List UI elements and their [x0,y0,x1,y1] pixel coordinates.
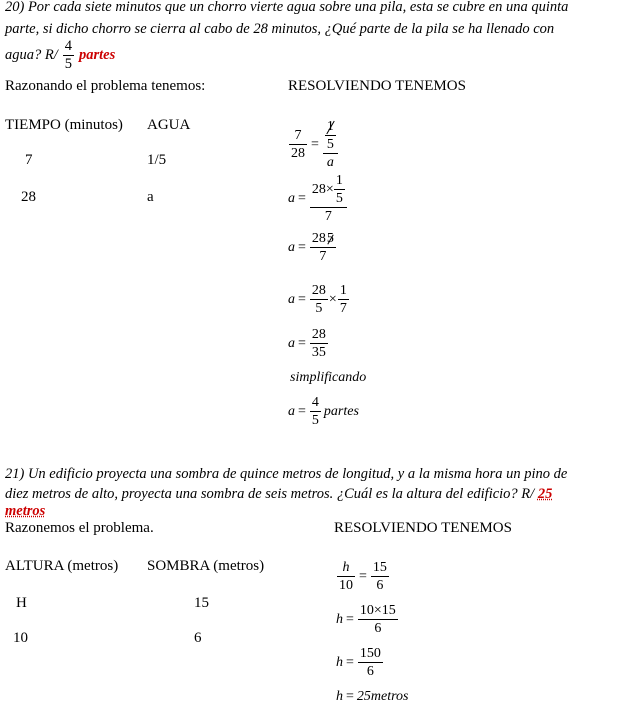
answer-numerator: 4 [64,38,73,54]
step-20-4: a = $\frac{28}{5}$ × $\frac{1}{7}$ [288,283,347,316]
answer-unit: partes [79,47,116,63]
simplify-label: simplificando [290,370,367,385]
reasoning-label-21: Razonemos el problema. [5,520,154,536]
table-21-cell: 6 [194,630,202,646]
table-21-cell: 10 [13,630,28,646]
step-21-1: $\frac{h}{10}$ = $\frac{15}{6}$ [339,560,387,593]
solving-label-21: RESOLVIENDO TENEMOS [334,520,512,536]
problem-20-line-3 [5,38,115,73]
problem-20-line-3-prefix: agua? R/ [5,47,58,63]
answer-fraction [63,38,74,73]
step-20-1: $\frac{7}{28}$ = $\frac{\frac{1}{5}}{a}$ [288,118,339,171]
step-21-2: h = $\frac{10\times 15}{6}$ [336,603,396,636]
table-21-header-height: ALTURA (metros) [5,558,119,574]
table-20-cell: 7 [25,152,33,168]
table-21-cell: 15 [194,595,209,611]
reasoning-label-20: Razonando el problema tenemos: [5,78,206,94]
table-21-cell: H [16,595,27,611]
table-20-cell: a [147,189,154,205]
problem-20-line-1: 20) Por cada siete minutos que un chorro vierte agua sobre una pila, esta se cubre en una quinta [5,0,569,15]
answer-21-value: 25 [537,486,553,502]
table-20-cell: 1/5 [147,152,167,168]
table-20-header-time: TIEMPO (minutos) [5,117,123,133]
table-20-header-water: AGUA [147,117,191,133]
problem-21-line-1: 21) Un edificio proyecta una sombra de quince metros de longitud, y a la misma hora un pino de [5,466,568,482]
answer-21-unit: metros [5,503,46,519]
problem-21-line-2: diez metros de alto, proyecta una sombra de seis metros. ¿Cuál es la altura del edificio? R/ 25 [5,486,553,502]
answer-denominator: 5 [64,56,73,72]
step-20-2: a = 28 × $\frac{1}{5}$ 7 [288,172,348,225]
step-21-3: h = $\frac{150}{6}$ [336,646,381,679]
step-20-5: a = $\frac{28}{35}$ [288,327,326,360]
solving-label-20: RESOLVIENDO TENEMOS [288,78,466,94]
step-21-4: h = 25metros [336,689,409,704]
step-20-6: a = $\frac{4}{5}$ partes [288,395,359,428]
table-20-cell: 28 [21,189,36,205]
step-20-3: a = 28 5 7 [288,231,334,264]
table-21-header-shadow: SOMBRA (metros) [147,558,265,574]
problem-20-line-2: parte, si dicho chorro se cierra al cabo de 28 minutos, ¿Qué parte de la pila se ha llenado con [5,21,555,37]
